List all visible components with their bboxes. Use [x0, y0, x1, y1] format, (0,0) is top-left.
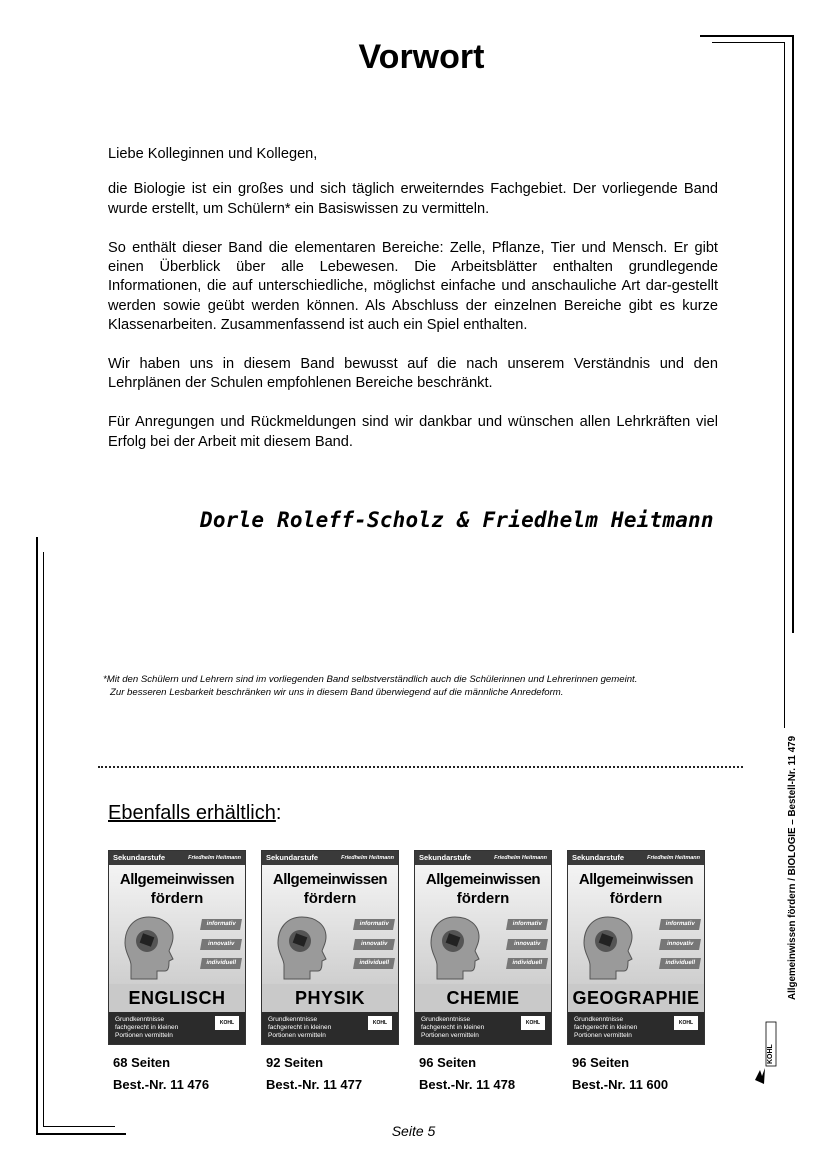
book-title-line-2: fördern	[150, 890, 204, 907]
book-pages: 96 Seiten	[419, 1055, 477, 1070]
book-pages: 96 Seiten	[572, 1055, 630, 1070]
book-author: Friedhelm Heitmann	[188, 855, 241, 861]
also-available-colon: :	[275, 802, 282, 824]
book-cover-main	[109, 865, 245, 984]
footnote	[103, 673, 637, 699]
book-cover-bottom	[262, 1012, 398, 1045]
book-tag: individuell	[200, 958, 242, 969]
book-publisher-logo: KOHL	[521, 1016, 545, 1030]
book-title-line-1: Allgemeinwissen	[272, 871, 388, 888]
book-tag: informativ	[506, 919, 548, 930]
book-publisher-logo: KOHL	[674, 1016, 698, 1030]
also-available-label: Ebenfalls erhältlich	[108, 802, 276, 824]
dotted-divider	[98, 766, 743, 768]
book-tag: individuell	[659, 958, 701, 969]
book-subject: ENGLISCH	[109, 984, 245, 1012]
book-tag: informativ	[659, 919, 701, 930]
book-subject: PHYSIK	[262, 984, 398, 1012]
book-description-line: Grundkenntnisse	[574, 1016, 624, 1023]
book-tag: innovativ	[659, 939, 701, 950]
book-description	[115, 1016, 178, 1040]
book-order-number: Best.-Nr. 11 600	[572, 1077, 669, 1092]
footnote-line-1: *Mit den Schülern und Lehrern sind im vorliegenden Band selbstverständlich auch die Schülerinnen und Lehrerinnen gemeint.	[103, 674, 638, 685]
paragraph: Für Anregungen und Rückmeldungen sind wir dankbar und wünschen allen Lehrkräften viel Erfolg bei der Arbeit mit diesem Band.	[108, 414, 718, 450]
book-subject: GEOGRAPHIE	[568, 984, 704, 1012]
book-title-line-1: Allgemeinwissen	[578, 871, 694, 888]
frame-right-v1	[792, 35, 794, 633]
book-cover-main	[568, 865, 704, 984]
book-description-line: Portionen vermitteln	[574, 1032, 632, 1039]
book-author: Friedhelm Heitmann	[341, 855, 394, 861]
book-cover-bottom	[568, 1012, 704, 1045]
book-title-line-2: fördern	[609, 890, 663, 907]
paragraph: die Biologie ist ein großes und sich täglich erweiterndes Fachgebiet. Der vorliegende Band wurde erstellt, um Schülern* ein Basiswissen zu vermitteln.	[108, 181, 718, 217]
book-cover-bottom	[415, 1012, 551, 1045]
book-title-line-2: fördern	[456, 890, 510, 907]
book-cover-top-bar	[568, 851, 704, 865]
book-tag: informativ	[200, 919, 242, 930]
book-cover-top-bar	[109, 851, 245, 865]
book-pages: 92 Seiten	[266, 1055, 324, 1070]
frame-left-v1	[36, 537, 38, 1135]
book-cover-1[interactable]	[261, 850, 399, 1045]
frame-right-v2	[784, 42, 785, 728]
book-cover-top-bar	[262, 851, 398, 865]
book-description	[268, 1016, 331, 1040]
book-description-line: Portionen vermitteln	[115, 1032, 173, 1039]
book-publisher-logo: KOHL	[368, 1016, 392, 1030]
book-info-0	[113, 1052, 209, 1096]
head-silhouette-icon	[123, 915, 181, 981]
frame-left-v2	[43, 552, 44, 1127]
book-description-line: Grundkenntnisse	[115, 1016, 165, 1023]
book-cover-2[interactable]	[414, 850, 552, 1045]
book-level: Sekundarstufe	[266, 853, 319, 862]
book-tag: informativ	[353, 919, 395, 930]
book-author: Friedhelm Heitmann	[647, 855, 700, 861]
book-order-number: Best.-Nr. 11 477	[266, 1077, 363, 1092]
book-info-1	[266, 1052, 362, 1096]
book-level: Sekundarstufe	[572, 853, 625, 862]
book-level: Sekundarstufe	[419, 853, 472, 862]
book-tag: innovativ	[353, 939, 395, 950]
book-description	[421, 1016, 484, 1040]
book-description-line: Grundkenntnisse	[421, 1016, 471, 1023]
book-description-line: fachgerecht in kleinen	[574, 1024, 638, 1031]
book-cover-main	[415, 865, 551, 984]
book-description-line: fachgerecht in kleinen	[421, 1024, 485, 1031]
book-title-line-1: Allgemeinwissen	[425, 871, 541, 888]
book-description	[574, 1016, 637, 1040]
page-title: Vorwort	[358, 38, 485, 76]
book-cover-0[interactable]	[108, 850, 246, 1045]
kohl-publisher-logo	[752, 1020, 778, 1088]
book-tag: individuell	[506, 958, 548, 969]
book-order-number: Best.-Nr. 11 478	[419, 1077, 516, 1092]
book-description-line: fachgerecht in kleinen	[115, 1024, 179, 1031]
head-silhouette-icon	[429, 915, 487, 981]
paragraph: Wir haben uns in diesem Band bewusst auf die nach unserem Verständnis und den Lehrplänen der Schulen empfohlenen Bereiche beschränkt.	[108, 356, 718, 392]
author-signature: Dorle Roleff-Scholz & Friedhelm Heitmann	[200, 508, 714, 532]
also-available-heading	[108, 802, 281, 825]
book-publisher-logo: KOHL	[215, 1016, 239, 1030]
book-cover-bottom	[109, 1012, 245, 1045]
paragraph: So enthält dieser Band die elementaren Bereiche: Zelle, Pflanze, Tier und Mensch. Er gibt einen Überblick über alle Lebewesen. Die Arbeitsblätter enthalten grundlegende Informationen, die auf unterschiedliche, möglichst einfache und anschauliche Art dar-gestellt werden sowie geübt werden können. Als Abschluss der einzelnen Bereiche gibt es kurze Klassenarbeiten. Zusammenfassend ist auch ein Spiel enthalten.	[108, 239, 718, 334]
book-cover-main	[262, 865, 398, 984]
book-pages: 68 Seiten	[113, 1055, 171, 1070]
book-order-number: Best.-Nr. 11 476	[113, 1077, 210, 1092]
book-description-line: Grundkenntnisse	[268, 1016, 318, 1023]
book-description-line: Portionen vermitteln	[268, 1032, 326, 1039]
book-cover-3[interactable]	[567, 850, 705, 1045]
kohl-logo-text: KOHL	[767, 1044, 774, 1064]
book-title-line-1: Allgemeinwissen	[119, 871, 235, 888]
footnote-line-2: Zur besseren Lesbarkeit beschränken wir uns in diesem Band überwiegend auf die männliche Anredeform.	[110, 687, 564, 698]
book-info-2	[419, 1052, 515, 1096]
foreword-body	[108, 145, 718, 471]
book-description-line: Portionen vermitteln	[421, 1032, 479, 1039]
head-silhouette-icon	[276, 915, 334, 981]
head-silhouette-icon	[582, 915, 640, 981]
book-tag: innovativ	[506, 939, 548, 950]
book-info-3	[572, 1052, 668, 1096]
book-subject: CHEMIE	[415, 984, 551, 1012]
salutation: Liebe Kolleginnen und Kollegen,	[108, 146, 318, 162]
book-description-line: fachgerecht in kleinen	[268, 1024, 332, 1031]
book-tag: innovativ	[200, 939, 242, 950]
page-number: Seite 5	[391, 1123, 436, 1139]
book-cover-top-bar	[415, 851, 551, 865]
frame-top-right-h1	[700, 35, 793, 37]
book-level: Sekundarstufe	[113, 853, 166, 862]
side-publication-info: Allgemeinwissen fördern / BIOLOGIE – Bestell-Nr. 11 479	[787, 735, 798, 1000]
book-tag: individuell	[353, 958, 395, 969]
book-author: Friedhelm Heitmann	[494, 855, 547, 861]
book-title-line-2: fördern	[303, 890, 357, 907]
